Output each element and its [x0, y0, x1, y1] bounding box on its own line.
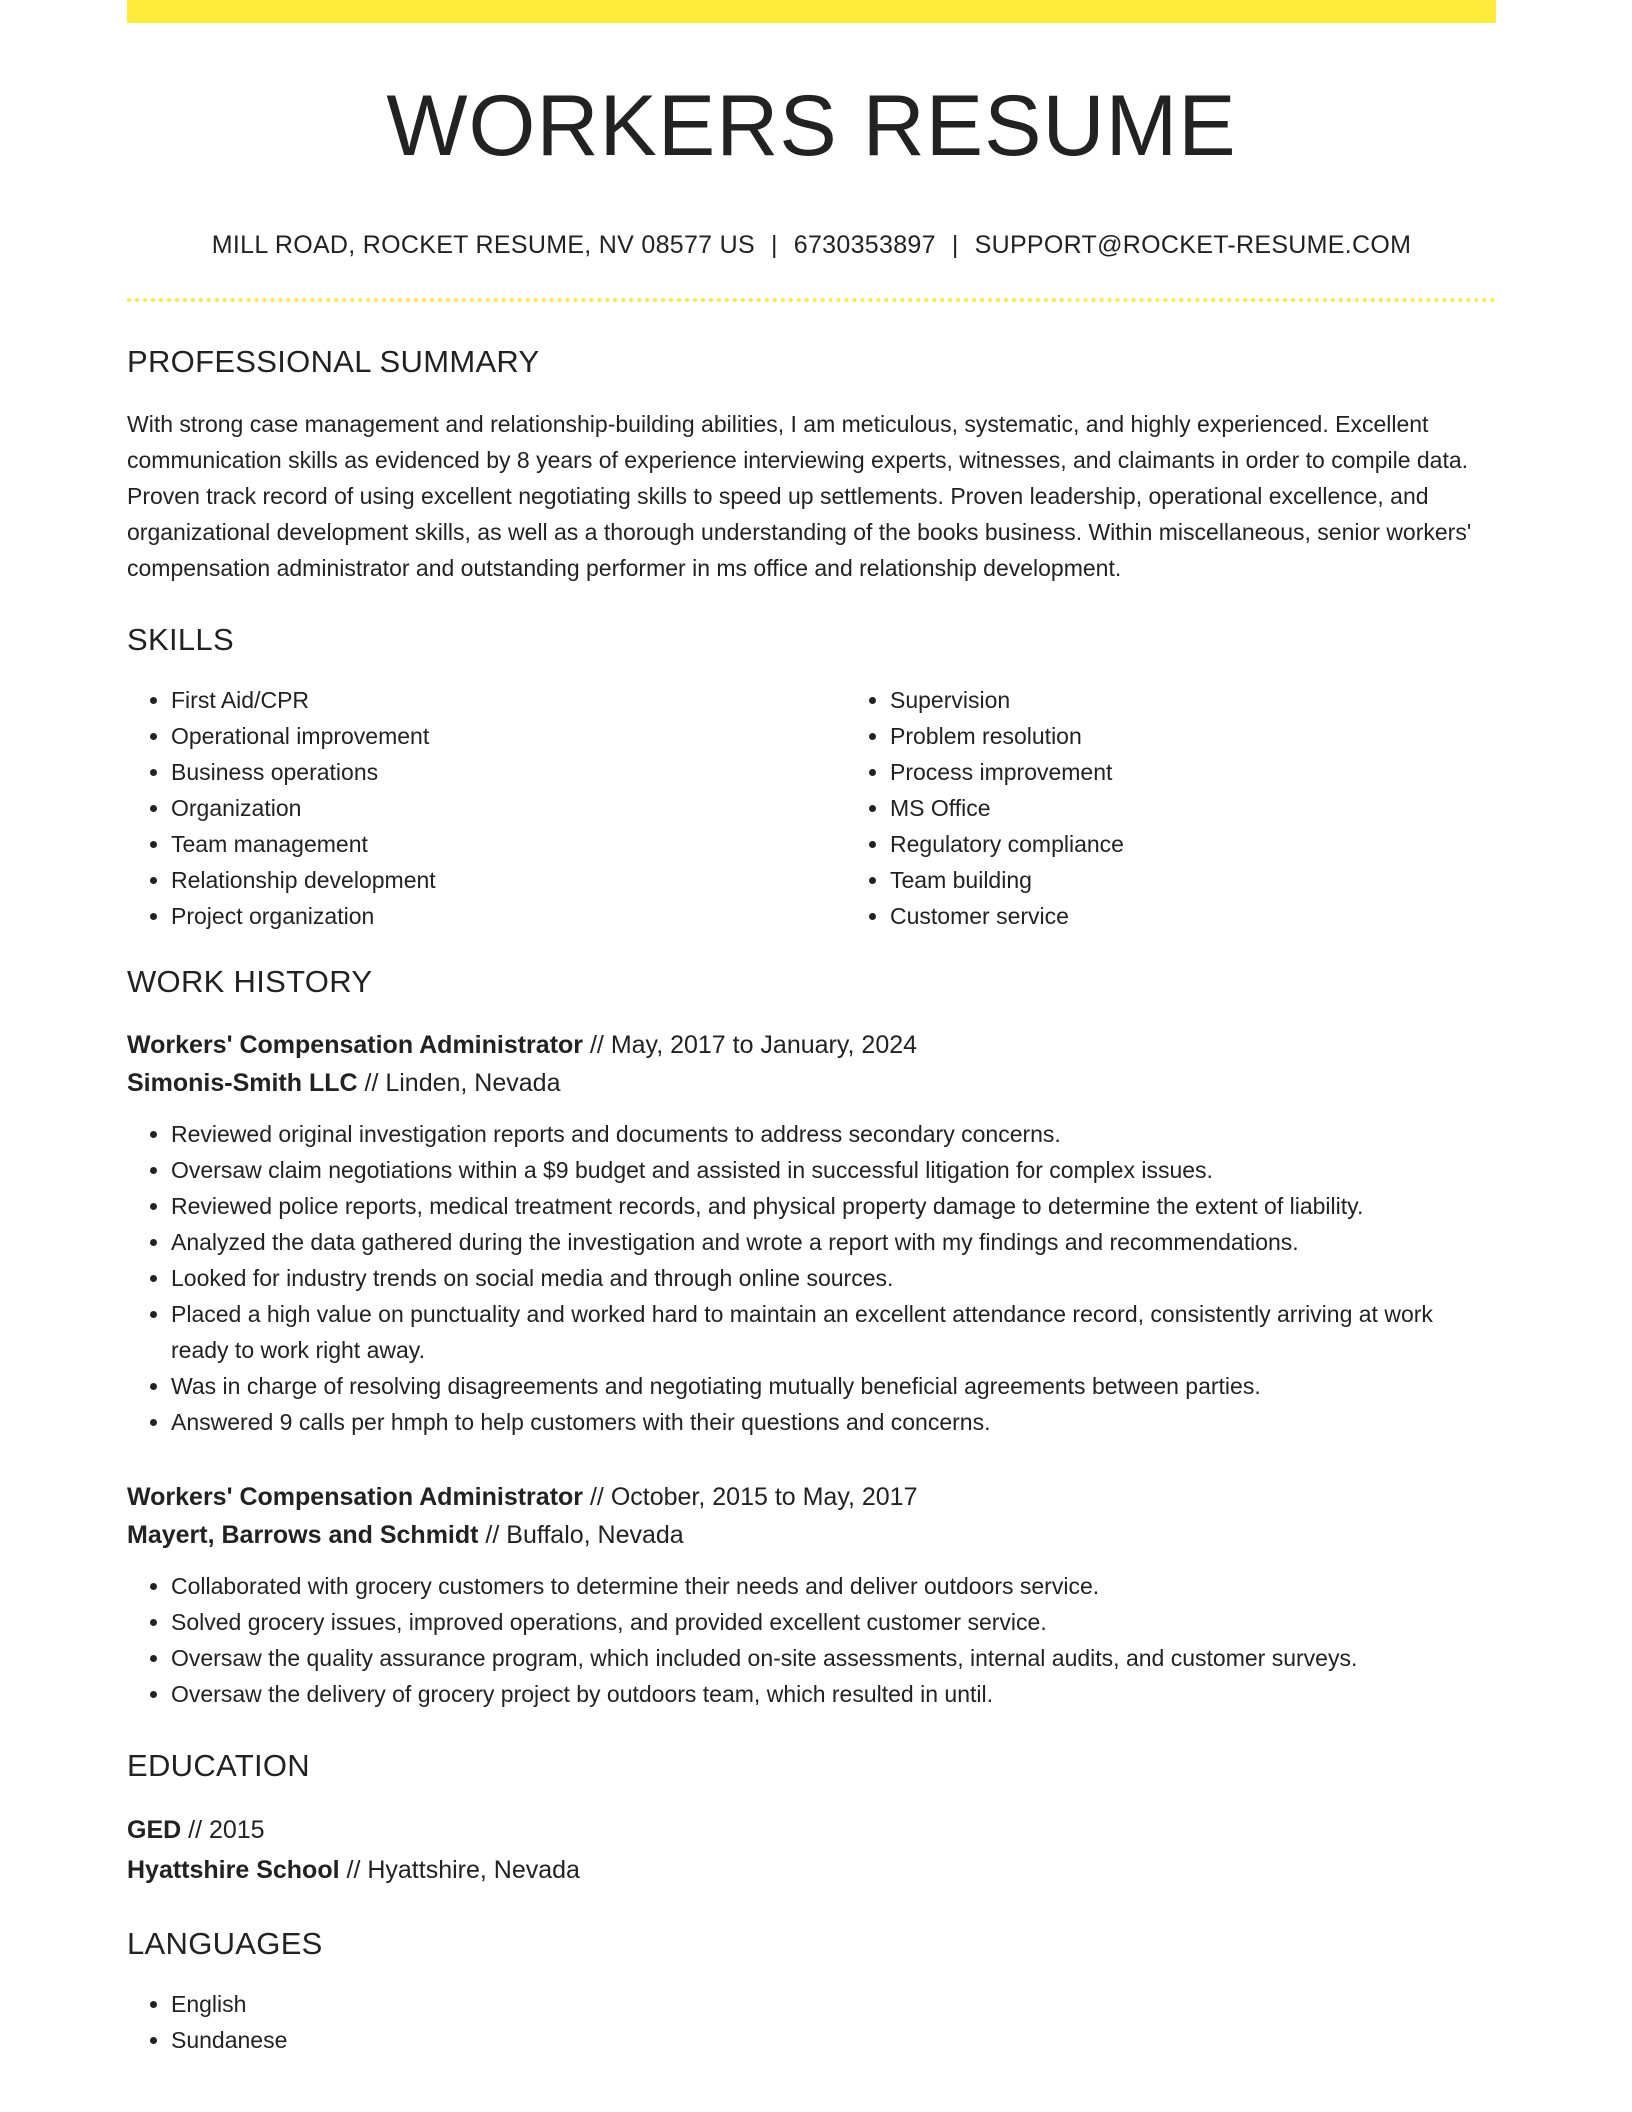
job-location: // Buffalo, Nevada — [478, 1521, 684, 1549]
education-location: // Hyattshire, Nevada — [339, 1856, 580, 1884]
job-role: Workers' Compensation Administrator — [127, 1031, 584, 1059]
skill-item: • First Aid/CPR — [171, 682, 846, 718]
dotted-divider — [127, 298, 1496, 302]
language-item: • Sundanese — [171, 2022, 1496, 2058]
contact-phone: 6730353897 — [793, 231, 936, 259]
job-bullets — [127, 1116, 1496, 1440]
job-bullet: • Placed a high value on punctuality and worked hard to maintain an excellent attendance record, consistently arriving at work ready to work right away. — [171, 1296, 1496, 1368]
skills-list-right — [846, 682, 1496, 934]
summary-text: With strong case management and relationship-building abilities, I am meticulous, systematic, and highly experienced. Excellent communication skills as evidenced by 8 years of experience interviewing experts, witnesses, and claimants in order to compile data. Proven track record of using excellent negotiating skills to speed up settlements. Proven leadership, operational excellence, and organizational development skills, as well as a thorough understanding of the books business. Within miscellaneous, senior workers' compensation administrator and outstanding performer in ms office and relationship development. — [127, 411, 1472, 581]
job-entry — [127, 1478, 1496, 1712]
job-company: Mayert, Barrows and Schmidt — [127, 1521, 479, 1549]
top-accent-bar — [127, 0, 1496, 23]
job-bullet: • Oversaw claim negotiations within a $9 budget and assisted in successful litigation for complex issues. — [171, 1152, 1496, 1188]
education-school-line — [127, 1850, 1496, 1890]
skill-item: • Problem resolution — [890, 718, 1496, 754]
job-dates: // May, 2017 to January, 2024 — [583, 1031, 918, 1059]
skill-item: • Organization — [171, 790, 846, 826]
job-bullet: • Oversaw the delivery of grocery project by outdoors team, which resulted in until. — [171, 1676, 1496, 1712]
job-title-line — [127, 1478, 1496, 1516]
job-dates: // October, 2015 to May, 2017 — [583, 1483, 918, 1511]
skills-columns — [127, 682, 1496, 934]
contact-email: SUPPORT@ROCKET-RESUME.COM — [974, 231, 1412, 259]
summary-heading: PROFESSIONAL SUMMARY — [127, 344, 540, 379]
job-role: Workers' Compensation Administrator — [127, 1483, 584, 1511]
education-entry — [127, 1810, 1496, 1890]
job-bullets — [127, 1568, 1496, 1712]
skill-item: • Team building — [890, 862, 1496, 898]
job-bullet: • Analyzed the data gathered during the investigation and wrote a report with my findings and recommendations. — [171, 1224, 1496, 1260]
skill-item: • Supervision — [890, 682, 1496, 718]
skill-item: • Operational improvement — [171, 718, 846, 754]
contact-address: MILL ROAD, ROCKET RESUME, NV 08577 US — [211, 231, 755, 259]
job-title-line — [127, 1026, 1496, 1064]
education-degree: GED — [127, 1816, 182, 1844]
skill-item: • MS Office — [890, 790, 1496, 826]
contact-separator: | — [770, 231, 778, 259]
skill-item: • Team management — [171, 826, 846, 862]
job-company: Simonis-Smith LLC — [127, 1069, 358, 1097]
job-bullet: • Looked for industry trends on social media and through online sources. — [171, 1260, 1496, 1296]
resume-name: WORKERS RESUME — [386, 78, 1237, 174]
job-bullet: • Reviewed police reports, medical treatment records, and physical property damage to determine the extent of liability. — [171, 1188, 1496, 1224]
skill-item: • Regulatory compliance — [890, 826, 1496, 862]
skill-item: • Process improvement — [890, 754, 1496, 790]
job-bullet: • Oversaw the quality assurance program, which included on-site assessments, internal audits, and customer surveys. — [171, 1640, 1496, 1676]
job-entry — [127, 1026, 1496, 1440]
skill-item: • Project organization — [171, 898, 846, 934]
job-location: // Linden, Nevada — [357, 1069, 561, 1097]
skill-item: • Relationship development — [171, 862, 846, 898]
job-company-line — [127, 1516, 1496, 1554]
education-year: // 2015 — [181, 1816, 265, 1844]
job-bullet: • Was in charge of resolving disagreements and negotiating mutually beneficial agreements between parties. — [171, 1368, 1496, 1404]
skills-heading: SKILLS — [127, 622, 234, 657]
contact-line — [127, 231, 1496, 260]
contact-separator: | — [951, 231, 959, 259]
job-bullet: • Reviewed original investigation reports and documents to address secondary concerns. — [171, 1116, 1496, 1152]
job-bullet: • Answered 9 calls per hmph to help customers with their questions and concerns. — [171, 1404, 1496, 1440]
skill-item: • Customer service — [890, 898, 1496, 934]
languages-section — [127, 1986, 1496, 2058]
languages-heading: LANGUAGES — [127, 1926, 323, 1961]
resume-page — [127, 0, 1496, 2058]
skills-list-left — [127, 682, 846, 934]
education-school: Hyattshire School — [127, 1856, 340, 1884]
education-heading: EDUCATION — [127, 1748, 310, 1783]
education-degree-line — [127, 1810, 1496, 1850]
skill-item: • Business operations — [171, 754, 846, 790]
language-item: • English — [171, 1986, 1496, 2022]
job-company-line — [127, 1064, 1496, 1102]
job-bullet: • Collaborated with grocery customers to determine their needs and deliver outdoors service. — [171, 1568, 1496, 1604]
work-history-heading: WORK HISTORY — [127, 964, 373, 999]
job-bullet: • Solved grocery issues, improved operations, and provided excellent customer service. — [171, 1604, 1496, 1640]
languages-list — [127, 1986, 1496, 2058]
